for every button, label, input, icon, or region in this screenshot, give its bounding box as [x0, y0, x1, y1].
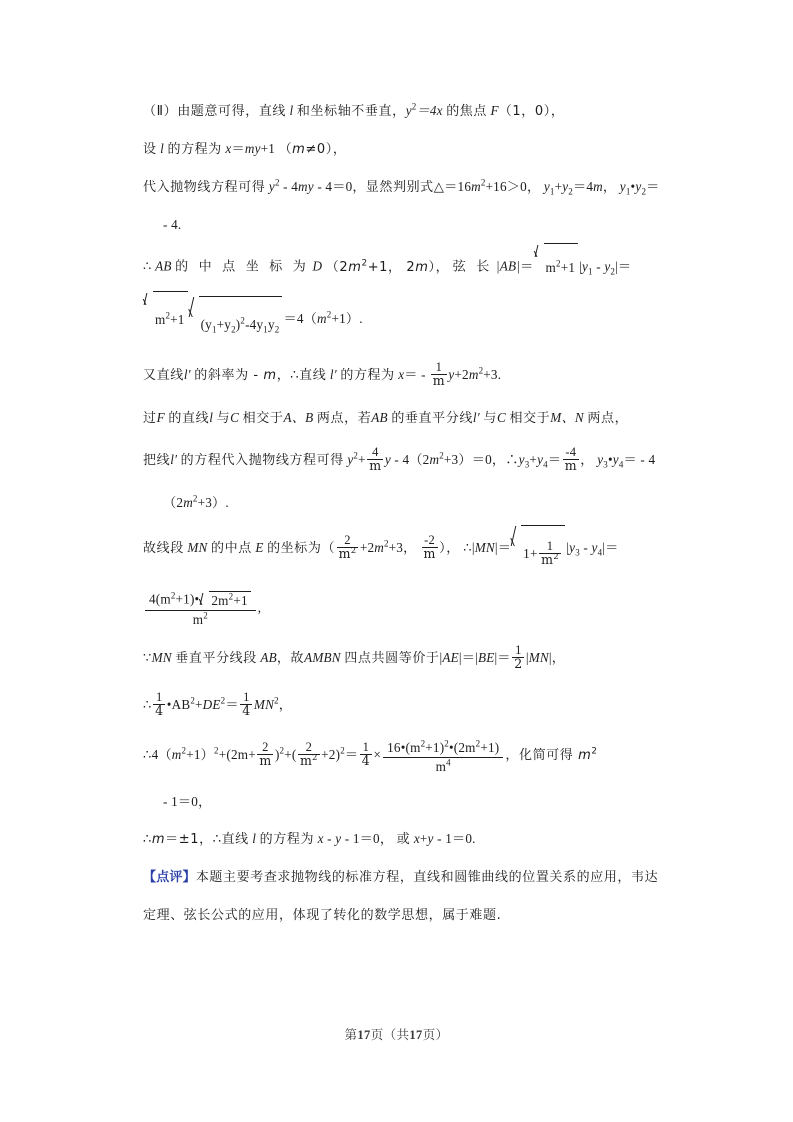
review-line-2	[143, 896, 663, 934]
line1-focus: （1，0），	[498, 104, 565, 119]
line11-x-num: 2	[337, 534, 359, 548]
line14-frac2-num: 1	[240, 691, 252, 705]
solution-line-13	[143, 635, 663, 682]
solution-line-1	[143, 92, 663, 130]
line13-lead: ∵	[143, 649, 152, 665]
line17-eq2: x+y - 1＝0.	[413, 830, 476, 846]
line9-lead: 把线	[143, 452, 171, 468]
line15-times: ×	[373, 746, 382, 762]
line9-sum-num: -4	[563, 446, 579, 460]
footer-prefix: 第	[344, 1027, 358, 1042]
line11-x-tail: $+2m^2+3$，	[359, 538, 417, 555]
line14-frac-2	[240, 691, 252, 718]
line5-radical: $m^2+1$	[535, 243, 579, 291]
line11-y-num: -2	[422, 534, 438, 548]
line13-AMBN: AMBN	[304, 649, 341, 665]
line13-AB: AB	[260, 649, 277, 665]
line15-big-num: $16•(m^2+1)^2•(2m^2+1)$	[383, 740, 503, 759]
line11-x-frac	[337, 534, 359, 561]
line11-absMN: ∴|MN|＝	[463, 539, 512, 555]
line10-value: $(2m^2+3)$.	[163, 493, 229, 510]
line11-diff: $|y_3 - y_4|$	[566, 539, 606, 558]
line6-radical-1: $m^2+1$	[144, 291, 188, 347]
line17-l: l	[252, 830, 257, 846]
line12-bigfrac	[145, 591, 256, 629]
line15-bigfrac	[383, 740, 503, 776]
line5-abs-AB: |AB|	[495, 258, 521, 274]
line8-l: l	[209, 409, 214, 425]
line14-frac-1	[153, 691, 165, 718]
line13-frac-den: 2	[514, 656, 523, 672]
line15-tail: ，化简可得 $m^2$	[505, 746, 598, 763]
line8-AB: A、B	[283, 409, 314, 425]
footer-total-pages: 17	[409, 1028, 423, 1042]
line3-vieta-prod: $y_1•y_2=$	[619, 179, 660, 197]
line9-frac-den: m	[369, 458, 382, 474]
line5-diff: $|y_1 - y_2|$	[579, 258, 618, 277]
line9-sum: $\therefore y_3+y_4=$ $\frac{-4}{m}$ ，	[505, 445, 594, 474]
line11-tail: ＝	[605, 539, 619, 555]
solution-line-17	[143, 820, 663, 858]
line11-x-den: $m^2$	[338, 545, 357, 562]
line11-radical: 1+ $\frac{1}{m^2}$	[512, 525, 565, 581]
line5-lead: ∴	[143, 258, 152, 274]
line11-MN: MN	[187, 539, 208, 555]
line1-seg-c: 的焦点	[446, 104, 488, 119]
line13-seg-c: 四点共圆等价于	[344, 650, 440, 666]
review-text-1: 本题主要考查求抛物线的标准方程，直线和圆锥曲线的位置关系的应用，韦达	[195, 869, 659, 885]
line5-coords: （$2m^2+1$， 2m），	[325, 258, 450, 275]
line8-F: F	[156, 409, 165, 425]
line5-seg-a: 的 中 点 坐 标 为	[175, 259, 309, 275]
line13-seg-b: ，故	[276, 650, 305, 666]
line8-lprime: l′	[472, 409, 480, 425]
line17-or: 或	[396, 831, 411, 847]
line15-f2-den: $m^2$	[299, 752, 318, 769]
line7-frac-num: 1	[431, 361, 447, 375]
line13-frac-num: 1	[512, 644, 524, 658]
line8-C2: C	[496, 409, 506, 425]
line15-frac-1	[257, 741, 273, 768]
solution-line-6	[143, 291, 663, 352]
line2-seg-a: 的方程为	[167, 142, 222, 157]
line15-frac-3	[360, 741, 372, 768]
line11-seg-b: 的坐标为（	[267, 540, 336, 556]
line8-e: 两点，若	[316, 410, 372, 426]
line5-chord-AB: AB	[155, 258, 172, 274]
line9-seg-a: 的方程代入抛物线方程可得	[180, 452, 344, 468]
line14-tail: $MN^2$，	[253, 695, 293, 712]
line15-f3-den: 4	[361, 753, 370, 769]
line3-vieta-sum: $y_1+y_2=4m$，	[543, 179, 617, 197]
line8-d: 相交于	[242, 410, 284, 426]
line8-c: 与	[216, 410, 231, 426]
line4-value: - 4.	[163, 217, 182, 232]
line3-discriminant: $\triangle=16m^2+16>0$，	[433, 177, 541, 194]
line8-f: 的垂直平分线	[391, 410, 473, 426]
line15-mid1: )$^2$+(	[274, 745, 297, 762]
line8-i: 两点，	[587, 410, 629, 426]
line8-g: 与	[483, 410, 497, 426]
line8-AB2: AB	[371, 409, 388, 425]
footer-suffix: 页）	[422, 1027, 449, 1042]
line2-condition: （m≠0），	[278, 142, 347, 157]
line9-equation: $y^2+$ $\frac{4}{m}$ $y - 4(2m^2+3)=0$，	[347, 445, 506, 474]
solution-line-10	[143, 484, 663, 521]
line5-point-D: D	[312, 258, 323, 274]
line15-f1-num: 2	[257, 741, 273, 755]
line8-a: 过	[143, 410, 157, 426]
solution-line-11	[143, 521, 663, 581]
line15-f1-den: m	[259, 753, 272, 769]
line11-rad-den: $m^2$	[541, 551, 559, 568]
line7-equation: x＝ - $\frac{1}{m}$ $y+2m^2+3$.	[398, 360, 502, 389]
line9-lprime: l′	[170, 451, 178, 467]
line11-seg-c: ），	[439, 540, 460, 556]
line1-lead: （Ⅱ）由题意可得，	[143, 104, 259, 119]
line14-mid: $•AB^2+DE^2=$	[166, 695, 239, 712]
line9-sum-den: m	[564, 458, 577, 474]
line7-frac-den: m	[432, 373, 445, 389]
page-footer	[0, 1025, 793, 1043]
line17-eq1: x - y - 1＝0，	[317, 830, 394, 846]
line15-mid2: +2)$^2$＝	[321, 745, 359, 762]
line8-b: 的直线	[168, 410, 210, 426]
line11-seg-a: 的中点	[211, 540, 252, 556]
line14-frac1-num: 1	[153, 691, 165, 705]
solution-line-7	[143, 352, 663, 399]
line12-radical: $2m^2+1$	[200, 591, 250, 610]
line11-rad-num: 1	[539, 540, 561, 554]
line2-lead: 设	[143, 142, 157, 157]
line3-seg-a: 显然判别式	[365, 180, 434, 195]
line12-comma: ,	[257, 599, 262, 615]
footer-current-page: 17	[357, 1028, 371, 1042]
line1-var-l: l	[289, 103, 294, 118]
line11-E: E	[255, 539, 264, 555]
line9-prod: $y_3•y_4= - 4$	[597, 451, 656, 470]
review-text-2: 定理、弦长公式的应用，体现了转化的数学思想，属于难题.	[143, 907, 502, 923]
line7-lprime-1: l′	[183, 366, 191, 382]
line7-lead: 又直线	[143, 367, 184, 383]
solution-line-16	[143, 783, 663, 820]
solution-line-5	[143, 243, 663, 291]
line12-den: $m^2$	[192, 610, 208, 628]
line14-frac2-den: 4	[242, 703, 251, 719]
line14-lead: ∴	[143, 696, 152, 712]
line6-result: $=4(m^2+1)$.	[283, 309, 363, 326]
solution-line-15	[143, 728, 663, 783]
line9-frac-num: 4	[367, 446, 383, 460]
line8-h: 相交于	[509, 410, 551, 426]
line1-seg-b: 和坐标轴不垂直，	[296, 104, 406, 119]
line11-y-frac	[422, 534, 438, 561]
line11-lead: 故线段	[143, 540, 184, 556]
line5-seg-b: 弦 长	[452, 259, 493, 275]
line2-equation: x＝my+1	[225, 141, 276, 156]
review-line-1	[143, 858, 663, 896]
solution-line-14	[143, 682, 663, 728]
line1-equation: $y^2=4x$	[405, 101, 443, 118]
line17-b: 的方程为	[259, 831, 315, 847]
line8-MN: M、N	[550, 409, 584, 425]
line7-seg-b: 的方程为	[340, 367, 395, 383]
line13-tail: |MN|，	[525, 649, 566, 665]
line1-seg-a: 直线	[258, 104, 287, 119]
line15-f2-num: 2	[298, 741, 320, 755]
line3-eq1: $y^2 - 4my - 4=0$，	[268, 177, 366, 194]
line15-frac-2	[298, 741, 320, 768]
solution-line-9	[143, 437, 663, 484]
line16-value: - 1＝0，	[163, 793, 212, 809]
line2-var-l: l	[160, 141, 164, 156]
line7-seg-a: 的斜率为 - m，∴直线	[194, 367, 327, 383]
solution-line-12	[143, 581, 663, 635]
line5-eq: ＝	[520, 258, 534, 274]
solution-line-8	[143, 399, 663, 437]
solution-content	[143, 92, 663, 934]
line15-f3-num: 1	[360, 741, 372, 755]
line13-seg-a: 垂直平分线段	[175, 650, 257, 666]
line15-lead: $\therefore 4(m^2+1)^2+(2m+$	[143, 745, 256, 762]
solution-line-2	[143, 130, 663, 168]
line15-big-den: $m^4$	[435, 757, 451, 775]
solution-line-3	[143, 168, 663, 206]
line7-lprime-2: l′	[329, 366, 337, 382]
line1-var-F: F	[490, 103, 499, 118]
line5-tail: ＝	[617, 258, 632, 274]
line3-lead: 代入抛物线方程可得	[143, 180, 266, 195]
footer-mid: 页（共	[370, 1027, 410, 1042]
line12-num: $4(m^2+1)•$ $2m^2+1$	[145, 591, 256, 612]
line13-eq: |AE|＝|BE|＝	[439, 649, 511, 665]
review-tag: 【点评】	[143, 869, 196, 885]
line13-frac	[512, 644, 524, 671]
line11-y-den: m	[423, 546, 436, 562]
line17-a: ∴m＝±1，∴直线	[143, 831, 249, 847]
line6-radical-2: $(y_1+y_2)^2-4y_1y_2$	[190, 296, 283, 352]
line13-MN: MN	[151, 649, 172, 665]
line14-frac1-den: 4	[155, 703, 164, 719]
solution-line-4	[143, 206, 663, 243]
line8-C: C	[230, 409, 240, 425]
